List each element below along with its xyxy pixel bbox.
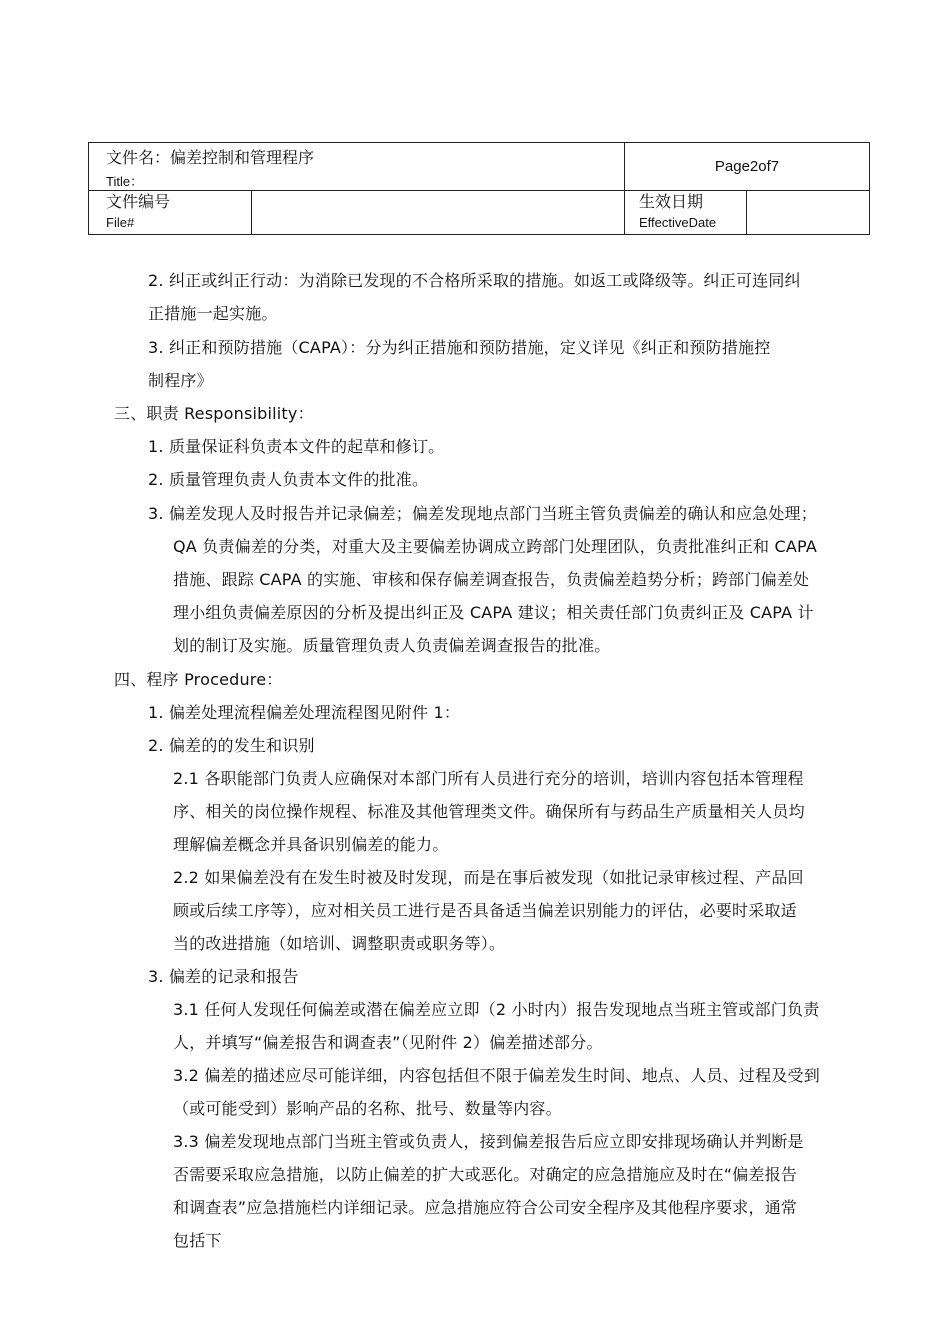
body-line: 3. 偏差的记录和报告 (148, 967, 299, 986)
title-zh: 文件名：偏差控制和管理程序 (106, 148, 315, 167)
body-line: 序、相关的岗位操作规程、标准及其他管理类文件。确保所有与药品生产质量相关人员均 (173, 802, 805, 821)
body-line: 和调查表”应急措施栏内详细记录。应急措施应符合公司安全程序及其他程序要求，通常 (173, 1198, 798, 1217)
body-line: （或可能受到）影响产品的名称、批号、数量等内容。 (173, 1099, 562, 1118)
document-header-table (88, 142, 870, 235)
body-line: 当的改进措施（如培训、调整职责或职务等）。 (173, 934, 506, 953)
body-line: 包括下 (173, 1231, 222, 1250)
section-heading: 三、职责 Responsibility： (114, 404, 314, 423)
body-line: QA 负责偏差的分类，对重大及主要偏差协调成立跨部门处理团队，负责批准纠正和 CAPA (173, 537, 817, 556)
effective-date-value-cell (747, 191, 870, 235)
body-line: 3. 纠正和预防措施（CAPA）：分为纠正措施和预防措施，定义详见《纠正和预防措施控 (148, 338, 771, 357)
file-number-value-cell (252, 191, 625, 235)
file-number-en: File# (106, 215, 135, 230)
body-line: 2. 偏差的的发生和识别 (148, 736, 315, 755)
effective-date-zh: 生效日期 (639, 192, 704, 211)
body-line: 2. 质量管理负责人负责本文件的批准。 (148, 470, 429, 489)
page-number: Page2of7 (714, 158, 780, 175)
body-line: 1. 偏差处理流程偏差处理流程图见附件 1： (148, 703, 461, 722)
body-line: 3.3 偏差发现地点部门当班主管或负责人，接到偏差报告后应立即安排现场确认并判断是 (173, 1132, 804, 1151)
body-line: 2.1 各职能部门负责人应确保对本部门所有人员进行充分的培训，培训内容包括本管理程 (173, 769, 804, 788)
body-line: 理小组负责偏差原因的分析及提出纠正及 CAPA 建议；相关责任部门负责纠正及 CAPA 计 (173, 603, 814, 622)
title-en: Title： (106, 174, 144, 189)
body-line: 2.2 如果偏差没有在发生时被及时发现，而是在事后被发现（如批记录审核过程、产品回 (173, 868, 804, 887)
body-line: 否需要采取应急措施，以防止偏差的扩大或恶化。对确定的应急措施应及时在“偏差报告 (173, 1165, 798, 1184)
effective-date-label-cell (625, 191, 747, 235)
body-line: 1. 质量保证科负责本文件的起草和修订。 (148, 437, 445, 456)
body-line: 人，并填写“偏差报告和调查表”（见附件 2）偏差描述部分。 (173, 1033, 603, 1052)
body-line: 措施、跟踪 CAPA 的实施、审核和保存偏差调查报告，负责偏差趋势分析；跨部门偏差处 (173, 570, 810, 589)
body-line: 划的制订及实施。质量管理负责人负责偏差调查报告的批准。 (173, 636, 611, 655)
body-line: 3.1 任何人发现任何偏差或潜在偏差应立即（2 小时内）报告发现地点当班主管或部门负责 (173, 1000, 820, 1019)
body-line: 顾或后续工序等），应对相关员工进行是否具备适当偏差识别能力的评估，必要时采取适 (173, 901, 797, 920)
title-cell (89, 143, 625, 191)
body-line: 2. 纠正或纠正行动：为消除已发现的不合格所采取的措施。如返工或降级等。纠正可连同纠 (148, 271, 801, 290)
body-line: 3. 偏差发现人及时报告并记录偏差；偏差发现地点部门当班主管负责偏差的确认和应急处理； (148, 504, 817, 523)
page-cell (625, 143, 870, 191)
file-number-label-cell (89, 191, 252, 235)
body-line: 制程序》 (148, 371, 213, 390)
body-line: 正措施一起实施。 (148, 304, 278, 323)
effective-date-en: EffectiveDate (639, 215, 717, 230)
body-line: 3.2 偏差的描述应尽可能详细，内容包括但不限于偏差发生时间、地点、人员、过程及受到 (173, 1066, 820, 1085)
file-number-zh: 文件编号 (106, 192, 171, 211)
body-line: 理解偏差概念并具备识别偏差的能力。 (173, 835, 449, 854)
section-heading: 四、程序 Procedure： (114, 670, 283, 689)
